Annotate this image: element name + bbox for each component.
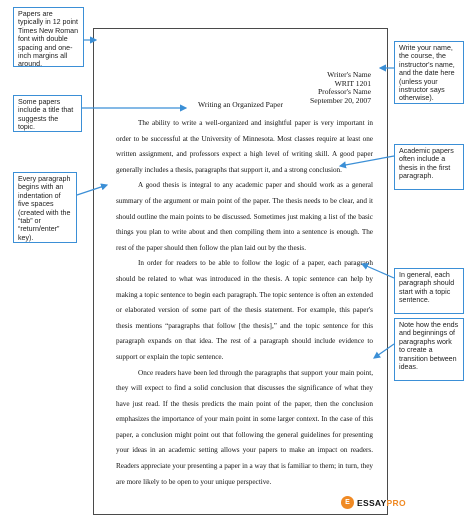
paragraph-intro: The ability to write a well-organized and insightful paper is very important in order to be successful at the University of Minnesota. Most classes require at least one written assignment, and professors expect a high level of writing skill. A good paper generally includes a thesis, paragraphs that support it, and a strong conclusion.	[116, 119, 373, 174]
note-indent: Every paragraph begins with an indentation of five spaces (created with the “tab” or “return/enter” key).	[13, 172, 77, 243]
logo-word-essay: ESSAY	[357, 497, 387, 508]
note-title: Some papers include a title that suggests the topic.	[13, 95, 82, 132]
paragraph-topic: In order for readers to be able to follow the logic of a paper, each paragraph should be related to what was introduced in the thesis. A topic sentence can help by making a topic sentence to begin each paragraph. The topic sentence is often an extended or elaborated version of some part of the thesis statement. For example, this paper's thesis mentions “paragraphs that follow [the thesis],” and the topic sentence for this paragraph expands on that idea. The rest of a paragraph should include evidence to support or explain the topic sentence.	[116, 259, 373, 361]
logo-wordmark	[357, 498, 406, 508]
arrow-topic-note	[362, 264, 394, 278]
paper-date: September 20, 2007	[310, 95, 371, 105]
logo-word-pro: PRO	[386, 497, 406, 508]
arrow-indent-note	[77, 185, 107, 195]
note-topic: In general, each paragraph should start with a topic sentence.	[394, 268, 464, 314]
note-thesis: Academic papers often include a thesis in the first paragraph.	[394, 144, 464, 190]
paper-title: Writing an Organized Paper	[198, 100, 283, 109]
note-font: Papers are typically in 12 point Times New Roman font with double spacing and one-inch margins all around.	[13, 7, 84, 67]
writer-name: Writer's Name	[327, 70, 371, 79]
logo-mark-icon: E	[341, 496, 354, 509]
essaypro-logo	[341, 496, 406, 509]
arrow-thesis-note	[340, 156, 394, 166]
note-header: Write your name, the course, the instructor's name, and the date here (unless your instructor says otherwise).	[394, 41, 464, 104]
note-transition: Note how the ends and beginnings of paragraphs work to create a transition between ideas.	[394, 318, 464, 381]
professor-name: Professor's Name	[317, 87, 371, 97]
course-name: WRIT 1201	[334, 78, 371, 88]
arrow-transition-note	[374, 344, 394, 358]
paragraph-thesis: A good thesis is integral to any academic paper and should work as a general summary of the argument or main point of the paper. The thesis needs to be clear, and it should outline the main points to be discussed. Sometimes just making a list of the basic things you plan to write about and then compiling them into a sentence is enough. The rest of the paper should then follow the plan laid out by the thesis.	[116, 181, 373, 252]
paragraph-conclusion: Once readers have been led through the paragraphs that support your main point, they will expect to find a solid conclusion that discusses the significance of what they have just read. If the thesis predicts the main point of the paper, then the conclusion emphasizes the importance of your main point in some larger context. In the case of this paper, a conclusion might point out that following the general guidelines for presenting your ideas in an academic setting allows your papers to make an impact on readers. Readers appreciate your presenting a paper in a way that is familiar to them; in turn, they are more likely to be open to your unique perspective.	[116, 368, 373, 486]
